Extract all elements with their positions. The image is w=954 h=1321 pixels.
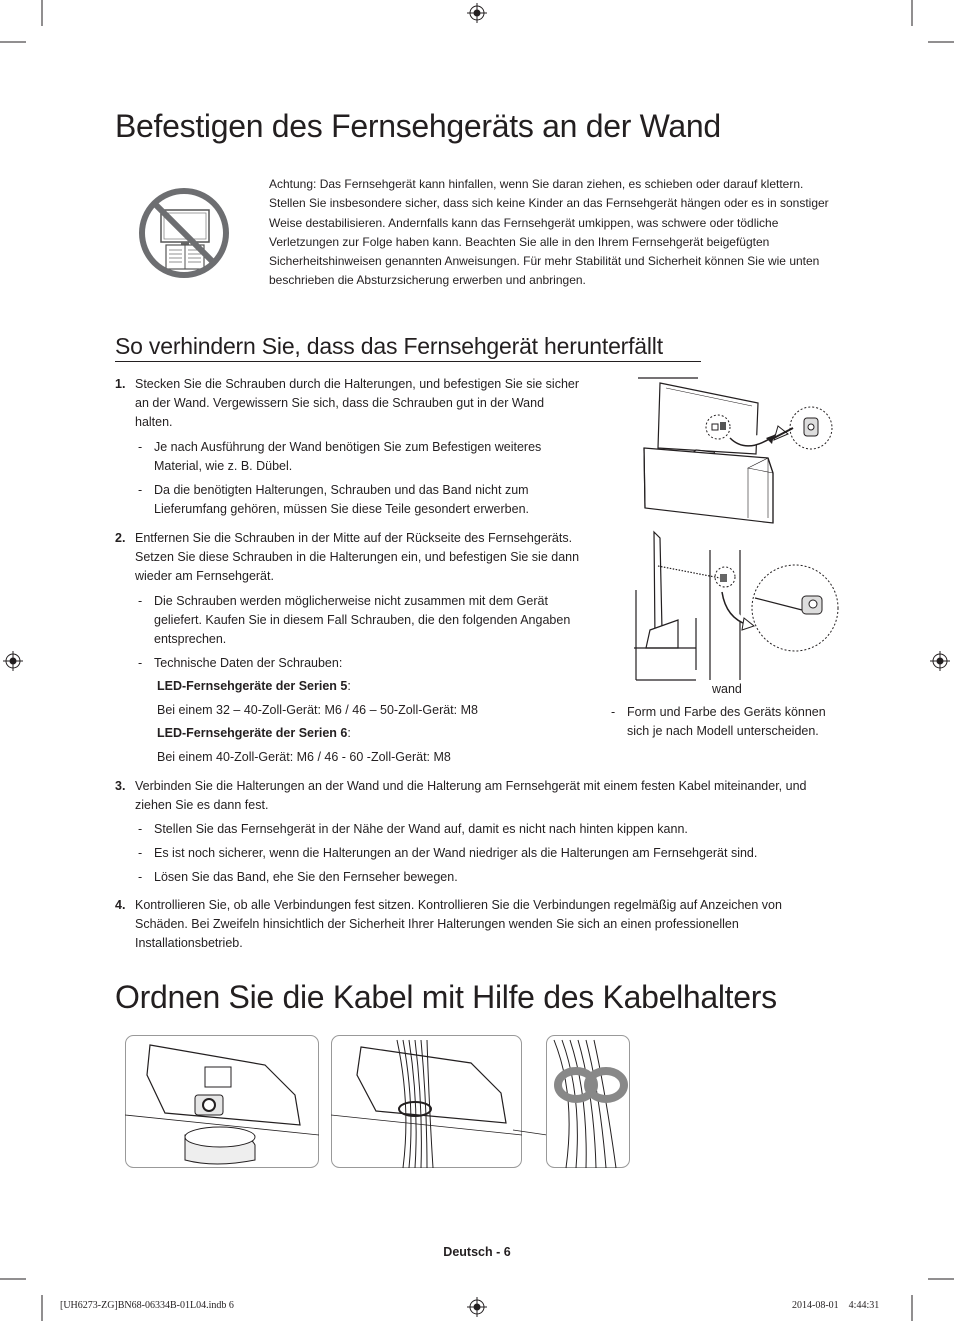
page-number: Deutsch - 6 xyxy=(443,1245,511,1259)
section-title: Ordnen Sie die Kabel mit Hilfe des Kabelhalters xyxy=(115,979,777,1015)
step-number: 1. xyxy=(115,377,126,391)
spec-heading xyxy=(157,677,351,696)
bullet-dash: - xyxy=(138,870,143,884)
spec-series-label: LED-Fernsehgeräte der Serien 5 xyxy=(157,679,348,693)
tv-wall-bracket-illustration xyxy=(638,378,838,528)
print-file-info: [UH6273-ZG]BN68-06334B-01L04.indb 6 xyxy=(60,1300,234,1311)
spec-heading xyxy=(157,724,351,743)
step-text: Verbinden Sie die Halterungen an der Wand und die Halterung am Fernsehgerät mit einem festen Kabel miteinander, und ziehen Sie es dann fest. xyxy=(135,779,807,812)
bullet-text: Die Schrauben werden möglicherweise nicht zusammen mit dem Gerät geliefert. Kaufen Sie in diesem Fall Schrauben, die den folgenden Angaben entsprechen. xyxy=(154,594,571,646)
colon: : xyxy=(347,726,351,740)
cable-holder-step1-illustration xyxy=(125,1035,319,1168)
bullet-dash: - xyxy=(138,846,143,860)
bullet-dash: - xyxy=(611,705,616,719)
spec-series-label: LED-Fernsehgeräte der Serien 6 xyxy=(157,726,348,740)
bullet-dash: - xyxy=(138,822,143,836)
print-timestamp: 2014-08-01 4:44:31 xyxy=(792,1300,880,1311)
bullet-dash: - xyxy=(138,656,143,670)
step-text: Stecken Sie die Schrauben durch die Halterungen, und befestigen Sie sie sicher an der Wand. Vergewissern Sie sich, dass die Schrauben gut in der Wand halten. xyxy=(135,377,580,429)
figure-note: Form und Farbe des Geräts können sich je nach Modell unterscheiden. xyxy=(627,705,826,738)
tv-side-view-wall-illustration xyxy=(630,530,840,690)
warning-text: Achtung: Das Fernsehgerät kann hinfallen, wenn Sie daran ziehen, es schieben oder darauf klettern. Stellen Sie insbesondere sicher, dass sich keine Kinder an das Fernsehgerät hängen oder es in sonstiger Weise destabilisieren. Andernfalls kann das Fernsehgerät umkippen, was schwere oder tödliche Verletzungen zur Folge haben kann. Beachten Sie alle in den Ihrem Fernsehgerät beigefügten Sicherheitshinweisen genannten Anweisungen. Für mehr Stabilität und Sicherheit können Sie wie unten beschrieben die Absturzsicherung erwerben und anbringen. xyxy=(269,177,829,288)
wall-label: wand xyxy=(712,682,742,696)
page-title: Befestigen des Fernsehgeräts an der Wand xyxy=(115,108,721,144)
bullet-text: Stellen Sie das Fernsehgerät in der Nähe der Wand auf, damit es nicht nach hinten kippen kann. xyxy=(154,822,688,836)
no-climbing-warning-icon xyxy=(137,186,231,280)
step-number: 4. xyxy=(115,898,126,912)
bullet-text: Da die benötigten Halterungen, Schrauben und das Band nicht zum Lieferumfang gehören, müssen Sie diese Teile gesondert erwerben. xyxy=(154,483,529,516)
subtitle-underline xyxy=(115,361,701,362)
bullet-text: Technische Daten der Schrauben: xyxy=(154,656,343,670)
step-number: 3. xyxy=(115,779,126,793)
registration-mark-icon xyxy=(3,651,23,671)
registration-mark-icon xyxy=(467,1297,487,1317)
registration-mark-icon xyxy=(930,651,950,671)
bullet-dash: - xyxy=(138,594,143,608)
bullet-dash: - xyxy=(138,440,143,454)
registration-mark-icon xyxy=(467,3,487,23)
bullet-dash: - xyxy=(138,483,143,497)
cable-holder-step2-illustration xyxy=(331,1035,522,1168)
colon: : xyxy=(347,679,351,693)
bullet-text: Lösen Sie das Band, ehe Sie den Fernseher bewegen. xyxy=(154,870,458,884)
bullet-text: Es ist noch sicherer, wenn die Halterungen an der Wand niedriger als die Halterungen am Fernsehgerät sind. xyxy=(154,846,758,860)
cable-holder-detail-illustration xyxy=(546,1035,630,1168)
spec-value: Bei einem 40-Zoll-Gerät: M6 / 46 - 60 -Zoll-Gerät: M8 xyxy=(157,750,451,764)
section-subtitle: So verhindern Sie, dass das Fernsehgerät herunterfällt xyxy=(115,333,663,359)
spec-value: Bei einem 32 – 40-Zoll-Gerät: M6 / 46 – 50-Zoll-Gerät: M8 xyxy=(157,703,478,717)
step-text: Kontrollieren Sie, ob alle Verbindungen fest sitzen. Kontrollieren Sie die Verbindungen regelmäßig auf Anzeichen von Schäden. Bei Zweifeln hinsichtlich der Sicherheit Ihrer Halterungen wenden Sie sich an einen professionellen Installationsbetrieb. xyxy=(135,898,782,950)
step-text: Entfernen Sie die Schrauben in der Mitte auf der Rückseite des Fernsehgeräts. Setzen Sie diese Schrauben in die Halterungen ein, und befestigen Sie sie dann wieder am Fernsehgerät. xyxy=(135,531,580,583)
bullet-text: Je nach Ausführung der Wand benötigen Sie zum Befestigen weiteres Material, wie z. B. Dübel. xyxy=(154,440,542,473)
step-number: 2. xyxy=(115,531,126,545)
